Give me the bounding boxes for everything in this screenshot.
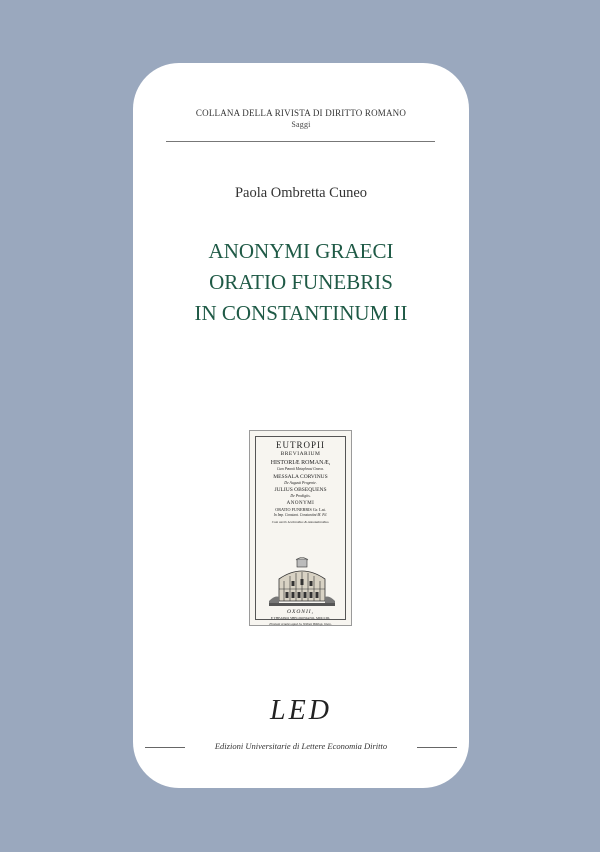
title-page-illustration <box>249 430 352 626</box>
header-rule <box>166 141 435 142</box>
plate-line: In Imp. Constant. Constantini M. Fil. <box>273 513 328 517</box>
plate-line: JULIUS OBSEQUENS <box>274 487 327 493</box>
plate-line: E THEATRO SHELDONIANO, MDCCIII. <box>270 616 331 620</box>
plate-line: MESSALA CORVINUS <box>273 474 328 480</box>
series-title: COLLANA DELLA RIVISTA DI DIRITTO ROMANO <box>195 108 407 118</box>
plate-line: De Prodigiis. <box>290 494 311 498</box>
plate-line: ANONYMI <box>286 501 315 506</box>
plate-line: ORATIO FUNEBRIS Gr. Lat. <box>275 507 326 512</box>
plate-border <box>255 436 346 626</box>
plate-line: EUTROPII <box>276 440 325 450</box>
plate-line: Cum Pæanii Metaphrasi Græca. <box>277 467 324 471</box>
sheldonian-theatre-engraving <box>269 557 335 607</box>
plate-line: OXONII, <box>286 609 314 615</box>
author-name: Paola Ombretta Cuneo <box>234 185 368 201</box>
plate-line: BREVIARIUM <box>280 451 321 457</box>
plate-line: De Augusti Progenie. <box>284 481 317 485</box>
title-line-2: ORATIO FUNEBRIS <box>209 270 393 294</box>
plate-line: HISTORIÆ ROMANÆ, <box>270 460 331 466</box>
publisher-name: Edizioni Universitarie di Lettere Economia Diritto <box>214 741 388 751</box>
book-title <box>133 236 469 329</box>
series-header <box>133 108 469 130</box>
publisher-logo: LED <box>270 695 332 726</box>
plate-line: Prostant venales apud Jo. Wilmot Bibliop. Oxon. <box>269 622 332 626</box>
book-cover <box>133 63 469 788</box>
series-subtitle: Saggi <box>291 120 311 129</box>
title-line-1: ANONYMI GRAECI <box>208 239 394 263</box>
title-line-3: IN CONSTANTINUM II <box>194 301 408 325</box>
plate-line: Cum variis Lectionibus & Annotationibus. <box>271 520 330 524</box>
